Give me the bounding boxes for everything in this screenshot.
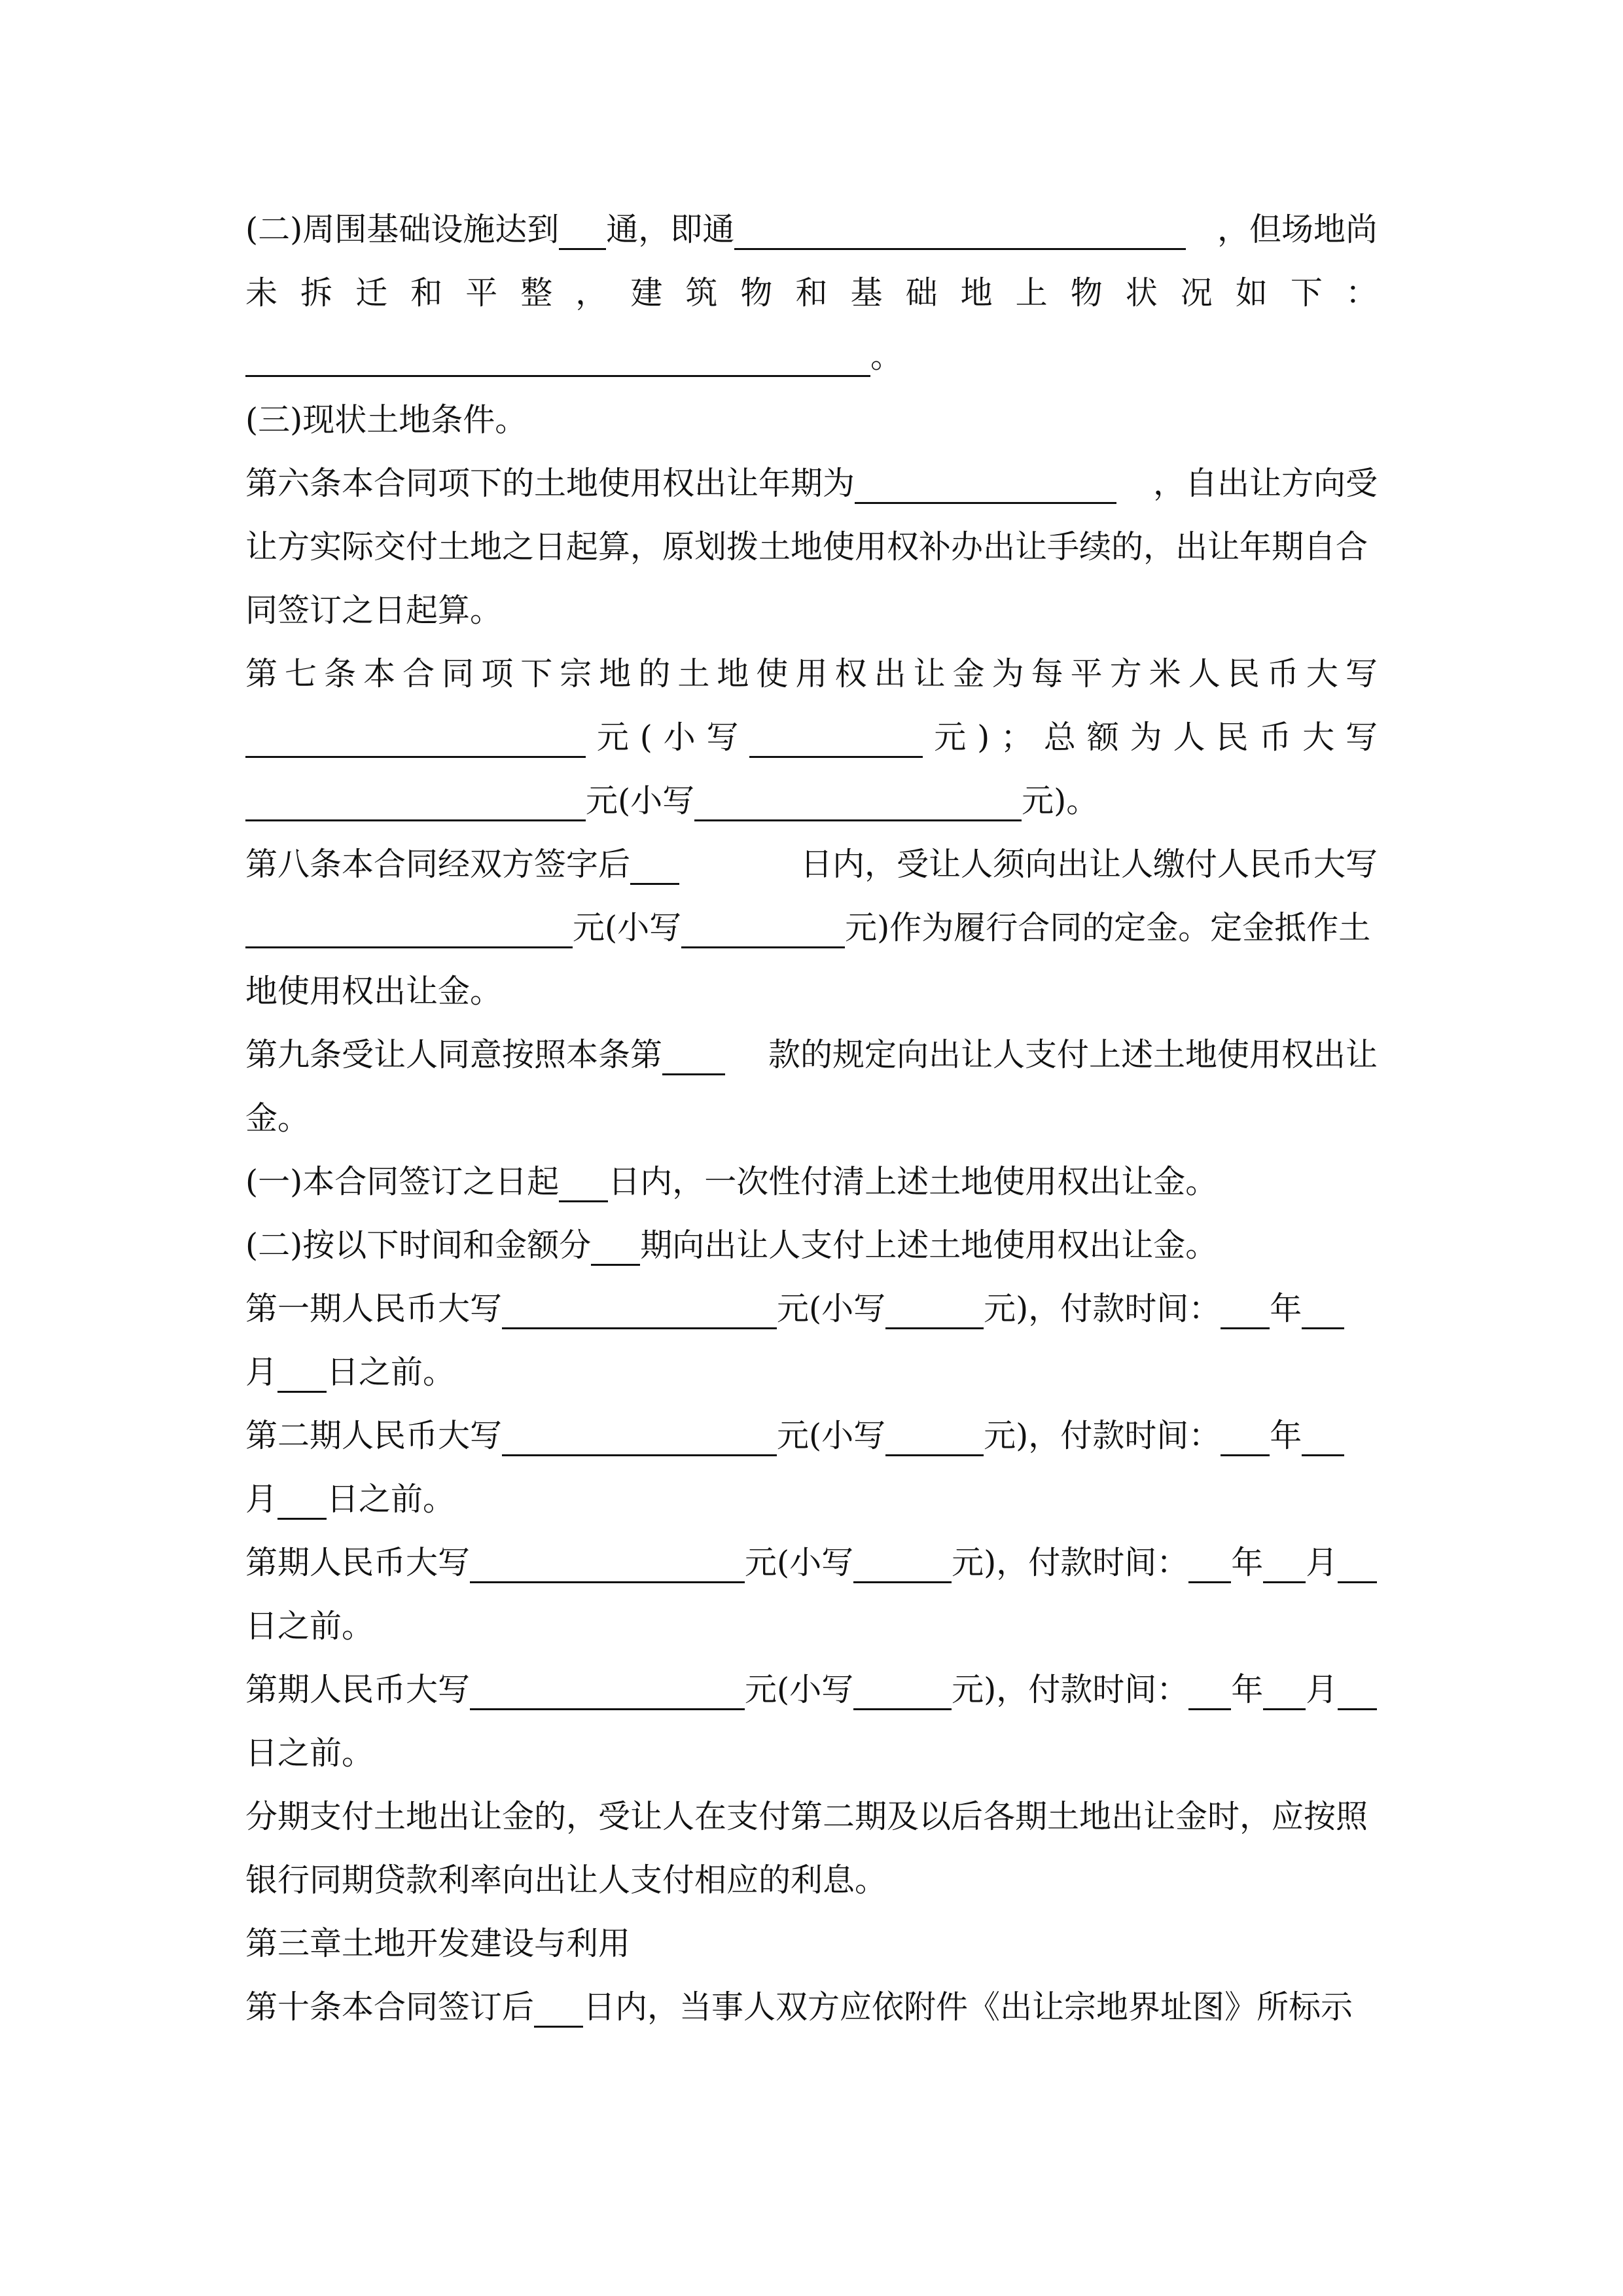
text: 月 <box>245 1480 278 1518</box>
article-8-line-2 <box>245 896 1378 960</box>
blank-field <box>681 907 845 948</box>
text: 日内，受让人须向出让人缴付人民币大写 <box>800 846 1378 883</box>
char: 上 <box>1015 274 1048 312</box>
text: 元)，付款时间： <box>984 1290 1221 1327</box>
char: 平 <box>1070 655 1103 692</box>
char: 拆 <box>300 274 333 312</box>
text: 地使用权出让金。 <box>245 973 503 1010</box>
text: 日内，一次性付清上述土地使用权出让金。 <box>608 1163 1218 1200</box>
char: 第 <box>245 655 278 692</box>
text: 年 <box>1231 1671 1264 1708</box>
blank-field <box>245 907 573 948</box>
char: 条 <box>324 655 357 692</box>
text: ，自出让方向受 <box>1152 465 1378 502</box>
char: 让 <box>913 655 946 692</box>
text: 月 <box>245 1354 278 1391</box>
blank-field <box>470 1669 745 1710</box>
char: 同 <box>442 655 474 692</box>
text: 款的规定向出让人支付上述土地使用权出让 <box>768 1036 1378 1073</box>
text: 年 <box>1270 1290 1302 1327</box>
installment-1-line-2 <box>245 1340 1378 1404</box>
section-3-line <box>245 388 1378 452</box>
blank-field <box>534 1986 583 2028</box>
installment-note-line-1 <box>245 1785 1378 1848</box>
text: 通，即通 <box>606 211 735 248</box>
text: (一)本合同签订之日起 <box>245 1163 560 1200</box>
char: 物 <box>1070 274 1103 312</box>
char: 写 <box>1345 719 1378 756</box>
section-2-line-2 <box>245 261 1378 325</box>
text: 元)作为履行合同的定金。定金抵作土 <box>845 909 1371 946</box>
article-9-item-2 <box>245 1213 1378 1277</box>
text: 第一期人民币大写 <box>245 1290 503 1327</box>
text: 日之前。 <box>245 1607 374 1645</box>
blank-field <box>853 1669 952 1710</box>
blank-field <box>1188 1542 1231 1583</box>
text: 同签订之日起算。 <box>245 592 503 629</box>
installment-1-line-1 <box>245 1277 1378 1340</box>
text: 分期支付土地出让金的，受让人在支付第二期及以后各期土地出让金时，应按照 <box>245 1798 1368 1835</box>
article-9-item-1 <box>245 1150 1378 1213</box>
char: 的 <box>638 655 671 692</box>
text: 日内，当事人双方应依附件《出让宗地界址图》所标示 <box>583 1988 1353 2026</box>
text: 元(小写 <box>777 1417 886 1454</box>
char: 元 <box>596 719 629 756</box>
char: 七 <box>285 655 317 692</box>
char: 方 <box>1109 655 1142 692</box>
char: 筑 <box>685 274 718 312</box>
blank-field <box>277 1352 327 1393</box>
text: 元)，付款时间： <box>952 1544 1189 1581</box>
text: 日之前。 <box>327 1354 455 1391</box>
text: 年 <box>1231 1544 1264 1581</box>
char: 总 <box>1043 719 1076 756</box>
text: 日之前。 <box>327 1480 455 1518</box>
text: 银行同期贷款利率向出让人支付相应的利息。 <box>245 1861 887 1899</box>
char: 使 <box>756 655 789 692</box>
installment-n-line-1 <box>245 1531 1378 1594</box>
char: 金 <box>952 655 985 692</box>
char: ， <box>575 274 608 312</box>
blank-field <box>885 1288 984 1329</box>
article-6-line-2 <box>245 515 1378 579</box>
blank-field <box>245 780 586 821</box>
char: 大 <box>1306 655 1338 692</box>
article-8-line-3 <box>245 960 1378 1023</box>
blank-field <box>1338 1542 1377 1583</box>
blank-field <box>559 209 606 250</box>
text: 元(小写 <box>573 909 682 946</box>
char: 人 <box>1188 655 1221 692</box>
text: 元(小写 <box>745 1544 854 1581</box>
section-2-line-3 <box>245 325 1378 388</box>
char: 小 <box>663 719 696 756</box>
blank-field <box>1302 1288 1344 1329</box>
char: 大 <box>1302 719 1335 756</box>
chapter-3-heading <box>245 1912 1378 1975</box>
text: 第期人民币大写 <box>245 1544 471 1581</box>
blank-field <box>1338 1669 1377 1710</box>
char: 下 <box>520 655 553 692</box>
text: 第九条受让人同意按照本条第 <box>245 1036 663 1073</box>
char: 未 <box>245 274 278 312</box>
char: 民 <box>1227 655 1260 692</box>
blank-field <box>1302 1415 1344 1456</box>
char: 土 <box>677 655 710 692</box>
section-2-line-1 <box>245 198 1378 261</box>
text: 元)。 <box>1022 782 1099 819</box>
blank-field <box>694 780 1022 821</box>
char: 人 <box>1173 719 1205 756</box>
installment-n-line-2 <box>245 1594 1378 1658</box>
char: 民 <box>1216 719 1249 756</box>
article-7-line-3 <box>245 769 1378 833</box>
installment-2-line-2 <box>245 1467 1378 1531</box>
char: 元 <box>934 719 967 756</box>
article-6-line-3 <box>245 579 1378 642</box>
text: 第三章土地开发建设与利用 <box>245 1925 631 1962</box>
installment-note-line-2 <box>245 1848 1378 1912</box>
char: 物 <box>740 274 773 312</box>
blank-field <box>1221 1288 1270 1329</box>
char: 币 <box>1259 719 1292 756</box>
char: 项 <box>481 655 514 692</box>
char: 状 <box>1125 274 1158 312</box>
text: (三)现状土地条件。 <box>245 401 527 439</box>
blank-field <box>734 209 1186 250</box>
blank-field <box>1188 1669 1231 1710</box>
char: 宗 <box>560 655 592 692</box>
char: 地 <box>599 655 632 692</box>
char: 和 <box>410 274 443 312</box>
text: 。 <box>870 338 903 375</box>
char: 整 <box>520 274 553 312</box>
blank-field <box>630 844 679 885</box>
text: 金。 <box>245 1100 310 1137</box>
article-7-line-1 <box>245 642 1378 706</box>
char: 本 <box>363 655 396 692</box>
text: (二)周围基础设施达到 <box>245 211 560 248</box>
article-9-line-1 <box>245 1023 1378 1086</box>
blank-field <box>591 1225 640 1266</box>
char: ： <box>1345 274 1378 312</box>
text: 元)，付款时间： <box>952 1671 1189 1708</box>
char: 出 <box>874 655 906 692</box>
char: 为 <box>991 655 1024 692</box>
blank-field <box>662 1034 725 1075</box>
blank-field <box>1263 1542 1306 1583</box>
blank-field <box>559 1161 608 1202</box>
char: ) <box>977 719 990 756</box>
char: 基 <box>850 274 883 312</box>
text: 期向出让人支付上述土地使用权出让金。 <box>640 1227 1218 1264</box>
article-8-line-1 <box>245 833 1378 896</box>
article-7-line-2 <box>245 706 1378 769</box>
text: 月 <box>1306 1544 1338 1581</box>
installment-n2-line-1 <box>245 1658 1378 1721</box>
char: 写 <box>706 719 739 756</box>
text: 第六条本合同项下的土地使用权出让年期为 <box>245 465 855 502</box>
article-10-line-1 <box>245 1975 1378 2039</box>
blank-field <box>502 1288 777 1329</box>
char: 础 <box>905 274 938 312</box>
installment-2-line-1 <box>245 1404 1378 1467</box>
char: 币 <box>1266 655 1299 692</box>
char: 迁 <box>355 274 388 312</box>
char: 平 <box>465 274 498 312</box>
char: 为 <box>1130 719 1162 756</box>
text: 元(小写 <box>745 1671 854 1708</box>
text: 元(小写 <box>777 1290 886 1327</box>
blank-field <box>885 1415 984 1456</box>
blank-field <box>502 1415 777 1456</box>
text: 日之前。 <box>245 1734 374 1772</box>
text: 月 <box>1306 1671 1338 1708</box>
installment-n2-line-2 <box>245 1721 1378 1785</box>
blank-field <box>853 1542 952 1583</box>
char: 合 <box>402 655 435 692</box>
blank-field <box>1263 1669 1306 1710</box>
char: ； <box>1001 719 1033 756</box>
text: (二)按以下时间和金额分 <box>245 1227 592 1264</box>
text: 让方实际交付土地之日起算，原划拨土地使用权补办出让手续的，出让年期自合 <box>245 528 1368 565</box>
text: 年 <box>1270 1417 1302 1454</box>
blank-field <box>277 1479 327 1520</box>
char: 建 <box>630 274 663 312</box>
article-9-line-2 <box>245 1086 1378 1150</box>
blank-field <box>470 1542 745 1583</box>
blank-field <box>245 717 586 758</box>
blank-field <box>245 336 870 377</box>
char: 米 <box>1149 655 1181 692</box>
text: 元)，付款时间： <box>984 1417 1221 1454</box>
char: ( <box>639 719 652 756</box>
text: ，但场地尚 <box>1217 211 1378 248</box>
char: 额 <box>1086 719 1119 756</box>
char: 地 <box>717 655 749 692</box>
char: 如 <box>1235 274 1268 312</box>
char: 权 <box>834 655 867 692</box>
text: 第二期人民币大写 <box>245 1417 503 1454</box>
text: 第期人民币大写 <box>245 1671 471 1708</box>
text: 第八条本合同经双方签字后 <box>245 846 631 883</box>
char: 写 <box>1345 655 1378 692</box>
article-6-line-1 <box>245 452 1378 515</box>
char: 地 <box>960 274 993 312</box>
char: 下 <box>1290 274 1323 312</box>
blank-field <box>855 463 1116 504</box>
blank-field <box>1221 1415 1270 1456</box>
text: 第十条本合同签订后 <box>245 1988 535 2026</box>
char: 和 <box>795 274 828 312</box>
char: 用 <box>795 655 828 692</box>
text: 元(小写 <box>586 782 695 819</box>
blank-field <box>749 717 923 758</box>
char: 况 <box>1180 274 1213 312</box>
char: 每 <box>1031 655 1063 692</box>
